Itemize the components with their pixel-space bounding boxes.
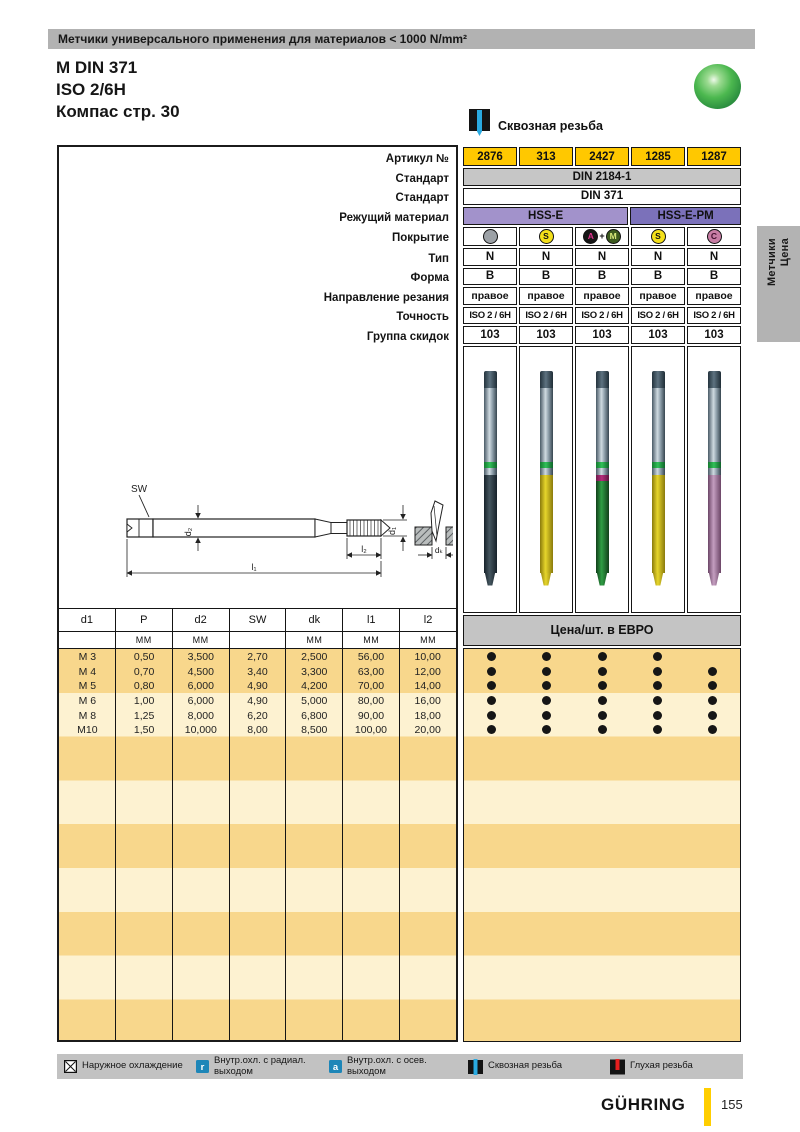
internal-cooling-axial-icon (329, 1060, 342, 1073)
dimension-value: 63,00 (357, 665, 385, 678)
dimension-value: 1,00 (133, 695, 155, 708)
cutting-material-cell: HSS-E-PM (630, 207, 741, 225)
tap-photo-cell (519, 346, 573, 613)
dimension-header: SW (230, 609, 287, 631)
standard-value: DIN 2184-1 (463, 168, 741, 186)
form-value: B (631, 268, 685, 286)
attribute-label: Режущий материал (339, 211, 449, 224)
dimension-value: 16,00 (414, 695, 441, 708)
tap-flutes (708, 475, 721, 573)
availability-dot (487, 725, 496, 734)
availability-dot (598, 696, 607, 705)
availability-dot (653, 711, 662, 720)
footer-accent-bar (704, 1088, 711, 1126)
availability-cell (574, 664, 629, 679)
legend-label (488, 1061, 562, 1071)
dimension-value: 10,000 (184, 724, 217, 737)
tap-flutes (484, 475, 497, 573)
availability-cell (630, 708, 685, 723)
attribute-label: Стандарт (395, 172, 449, 185)
tap-tip (652, 573, 665, 586)
precision-value: ISO 2 / 6H (463, 307, 517, 325)
availability-dot (487, 667, 496, 676)
tap-flutes (596, 481, 609, 573)
dimension-value: 2,500 (301, 651, 328, 664)
dimension-value: 4,500 (187, 665, 214, 678)
discount-value: 103 (631, 326, 685, 344)
legend-label (347, 1056, 427, 1077)
dimension-row (59, 708, 456, 723)
dimension-value: 1,25 (133, 709, 155, 722)
dimension-value: 3,500 (187, 651, 214, 664)
availability-cell (630, 664, 685, 679)
availability-cell (685, 679, 740, 694)
tap-tip (708, 573, 721, 586)
tap-head (708, 371, 721, 388)
coating-icon: M (606, 229, 621, 244)
side-tab-section (757, 226, 800, 342)
coating-cell (687, 227, 741, 247)
dimension-value: 2,70 (247, 651, 268, 664)
blind-thread-icon (610, 1059, 625, 1075)
form-value: B (519, 268, 573, 286)
form-value: B (463, 268, 517, 286)
green-sphere-image (694, 64, 741, 109)
type-value: N (575, 248, 629, 266)
tap-image (540, 371, 553, 586)
internal-cooling-radial-icon (196, 1060, 209, 1073)
dimension-value: 0,50 (133, 651, 155, 664)
availability-dot (653, 725, 662, 734)
availability-dot (487, 681, 496, 690)
discount-value: 103 (463, 326, 517, 344)
availability-row (464, 693, 740, 708)
discount-value: 103 (575, 326, 629, 344)
direction-value: правое (519, 287, 573, 305)
availability-cell (519, 708, 574, 723)
availability-cell (574, 722, 629, 737)
attribute-label: Тип (428, 252, 449, 265)
article-number: 1287 (687, 147, 741, 166)
side-tab-line-2: Цена (779, 238, 791, 267)
tap-head (652, 371, 665, 388)
legend-item (468, 1054, 562, 1079)
precision-value: ISO 2 / 6H (631, 307, 685, 325)
availability-row (464, 650, 740, 665)
article-number: 313 (519, 147, 573, 166)
coating-icon: A (583, 229, 598, 244)
availability-cell (574, 693, 629, 708)
dimension-value: 70,00 (357, 680, 385, 693)
external-cooling-icon (64, 1060, 77, 1073)
standard-value: DIN 371 (463, 188, 741, 206)
tap-shank-lower (484, 468, 497, 475)
attribute-label: Группа скидок (366, 330, 449, 343)
dimension-value: 20,00 (414, 724, 441, 737)
availability-row (464, 708, 740, 723)
availability-cell (519, 664, 574, 679)
attribute-labels-column (59, 149, 456, 346)
price-header: Цена/шт. в ЕВРО (463, 615, 741, 646)
discount-value: 103 (687, 326, 741, 344)
availability-cell (519, 693, 574, 708)
tap-photo-cell (575, 346, 629, 613)
availability-dot (542, 696, 551, 705)
coating-cell (631, 227, 685, 247)
dimension-row (59, 723, 456, 738)
attribute-label: Форма (410, 272, 449, 285)
dimension-value: 10,00 (414, 651, 441, 664)
availability-cell (685, 722, 740, 737)
tap-flutes (540, 475, 553, 573)
form-value: B (687, 268, 741, 286)
tap-head (596, 371, 609, 388)
dimension-value: M 5 (78, 680, 97, 693)
technical-drawing (65, 475, 453, 606)
dimension-row (59, 679, 456, 694)
tap-shank-lower (652, 468, 665, 475)
dimension-value: 12,00 (414, 665, 441, 678)
drawing-label-sw: SW (131, 484, 148, 495)
page-number: 155 (721, 1097, 743, 1112)
dimensions-table (59, 608, 456, 1040)
dimension-header: d2 (173, 609, 230, 631)
article-number: 1285 (631, 147, 685, 166)
availability-dot (598, 667, 607, 676)
form-row (463, 268, 741, 286)
precision-value: ISO 2 / 6H (519, 307, 573, 325)
through-thread-icon (468, 1059, 483, 1075)
availability-dot (487, 652, 496, 661)
availability-dot (653, 667, 662, 676)
direction-value: правое (575, 287, 629, 305)
dimension-value: 8,000 (187, 709, 214, 722)
discount-row (463, 326, 741, 344)
dimension-header: l1 (343, 609, 400, 631)
dimension-value: 0,80 (133, 680, 155, 693)
dimension-value: 56,00 (357, 651, 385, 664)
legend-item (196, 1054, 306, 1079)
coating-cell (463, 227, 517, 247)
type-row (463, 248, 741, 266)
attribute-label: Точность (396, 311, 449, 324)
tap-shank-lower (540, 468, 553, 475)
dimension-value: 6,800 (301, 709, 328, 722)
type-value: N (687, 248, 741, 266)
availability-dot (653, 652, 662, 661)
coating-icon: S (651, 229, 666, 244)
tap-tip (540, 573, 553, 586)
availability-cell (464, 693, 519, 708)
dimension-header: dk (286, 609, 343, 631)
tap-shank-lower (596, 468, 609, 475)
attribute-label: Артикул № (385, 152, 449, 165)
availability-cell (519, 650, 574, 665)
title-line-1: M DIN 371 (56, 58, 138, 77)
tap-photo-cell (463, 346, 517, 613)
svg-text:a: a (332, 1062, 339, 1073)
legend-item (329, 1054, 427, 1079)
dimension-value: 8,00 (247, 724, 268, 737)
availability-cell (574, 708, 629, 723)
availability-cell (519, 722, 574, 737)
specification-panel (57, 145, 458, 1042)
dimensions-units-row (59, 632, 456, 649)
legend-label-line: выходом (347, 1065, 386, 1077)
article-number: 2876 (463, 147, 517, 166)
legend-label-line: выходом (214, 1065, 253, 1077)
tap-image (596, 371, 609, 586)
attribute-label: Направление резания (323, 291, 449, 304)
dimension-row (59, 665, 456, 680)
type-value: N (463, 248, 517, 266)
tap-photo-cell (687, 346, 741, 613)
availability-dot (653, 681, 662, 690)
type-value: N (631, 248, 685, 266)
dimension-value: 8,500 (301, 724, 328, 737)
legend-label-line: Внутр.охл. с осев. (347, 1055, 427, 1067)
dimension-value: 4,200 (301, 680, 328, 693)
drawing-label-d2: d₂ (183, 527, 193, 537)
legend-label-line: Наружное охлаждение (82, 1060, 183, 1072)
availability-cell (519, 679, 574, 694)
discount-value: 103 (519, 326, 573, 344)
dimension-value: 6,20 (247, 709, 268, 722)
dimension-value: 5,000 (301, 695, 328, 708)
direction-row (463, 287, 741, 305)
tap-head (484, 371, 497, 388)
precision-value: ISO 2 / 6H (575, 307, 629, 325)
availability-cell (630, 650, 685, 665)
thread-type-header (469, 108, 603, 136)
dimension-unit (59, 632, 116, 648)
side-tab-line-1: Метчики (766, 238, 778, 287)
availability-cell (630, 679, 685, 694)
dimension-value: M 8 (78, 709, 97, 722)
availability-cell (464, 650, 519, 665)
availability-cell (464, 708, 519, 723)
title-line-3: Компас стр. 30 (56, 102, 180, 121)
direction-value: правое (687, 287, 741, 305)
attribute-label: Покрытие (392, 232, 449, 245)
tap-shank (484, 388, 497, 462)
availability-dot (598, 725, 607, 734)
availability-dot (708, 725, 717, 734)
availability-cell (630, 722, 685, 737)
availability-cell (574, 650, 629, 665)
availability-row (464, 664, 740, 679)
legend-label (630, 1061, 693, 1071)
legend-item (64, 1054, 183, 1079)
article-row (463, 147, 741, 166)
legend-label-line: Глухая резьба (630, 1060, 693, 1072)
dimension-unit: ММ (343, 632, 400, 648)
availability-cell (464, 664, 519, 679)
dimension-value: 1,50 (133, 724, 155, 737)
dimension-value: M10 (77, 724, 98, 737)
availability-cell (464, 679, 519, 694)
dimension-row (59, 650, 456, 665)
direction-value: правое (463, 287, 517, 305)
availability-dot (708, 667, 717, 676)
dimensions-header-row (59, 609, 456, 632)
dimension-value: 80,00 (357, 695, 385, 708)
availability-dot (708, 696, 717, 705)
dimension-value: 14,00 (414, 680, 441, 693)
availability-dot (708, 681, 717, 690)
availability-dot (542, 667, 551, 676)
tap-shank (652, 388, 665, 462)
title-line-2: ISO 2/6H (56, 80, 126, 99)
availability-dot (708, 711, 717, 720)
through-thread-icon (469, 108, 490, 136)
availability-dot (598, 652, 607, 661)
photo-row (463, 346, 741, 613)
dimension-unit: ММ (173, 632, 230, 648)
availability-cell (630, 693, 685, 708)
availability-dot (542, 725, 551, 734)
dimension-value: 18,00 (414, 709, 441, 722)
coating-icon: C (707, 229, 722, 244)
coating-row (463, 227, 741, 247)
tap-photo-cell (631, 346, 685, 613)
legend-label (214, 1056, 306, 1077)
page-title-block (56, 57, 180, 123)
standard-row-2 (463, 188, 741, 206)
availability-dot (598, 711, 607, 720)
availability-row (464, 722, 740, 737)
dimension-value: M 3 (78, 651, 97, 664)
availability-dot (487, 711, 496, 720)
cutting-material-cell: HSS-E (463, 207, 628, 225)
legend-item (610, 1054, 693, 1079)
dimension-value: 6,000 (187, 680, 214, 693)
price-availability-area (463, 648, 741, 1043)
availability-row (464, 679, 740, 694)
legend-label-line: Сквозная резьба (488, 1060, 562, 1072)
dimensions-body (59, 649, 456, 1040)
drawing-label-d1: d₁ (387, 526, 397, 536)
dimension-unit: ММ (116, 632, 173, 648)
form-value: B (575, 268, 629, 286)
dimension-unit: ММ (286, 632, 343, 648)
drawing-label-dk: dₖ (434, 545, 444, 555)
precision-value: ISO 2 / 6H (687, 307, 741, 325)
dimension-header: P (116, 609, 173, 631)
coating-cell (519, 227, 573, 247)
dimension-value: 100,00 (354, 724, 388, 737)
dimension-unit: ММ (420, 635, 437, 645)
legend-label (82, 1061, 183, 1071)
availability-cell (685, 650, 740, 665)
plus-sign: + (599, 231, 605, 242)
dimension-value: 0,70 (133, 665, 155, 678)
dimension-unit (230, 632, 287, 648)
brand-logo: GÜHRING (601, 1095, 686, 1114)
availability-cell (685, 664, 740, 679)
dimension-header: l2 (423, 614, 433, 626)
precision-row (463, 307, 741, 325)
availability-dot (487, 696, 496, 705)
tap-flutes (652, 475, 665, 573)
tap-tip (484, 573, 497, 586)
availability-dot (542, 652, 551, 661)
dimension-value: M 4 (78, 665, 97, 678)
page-header-bar: Метчики универсального применения для материалов < 1000 N/mm² (48, 29, 755, 49)
availability-cell (464, 722, 519, 737)
dimension-value: 6,000 (187, 695, 214, 708)
availability-cell (685, 693, 740, 708)
availability-dot (653, 696, 662, 705)
tap-head (540, 371, 553, 388)
tap-image (484, 371, 497, 586)
legend-label-line: Внутр.охл. с радиал. (214, 1055, 306, 1067)
type-value: N (519, 248, 573, 266)
svg-text:r: r (200, 1062, 205, 1073)
dimension-header: d1 (59, 609, 116, 631)
cutting-material-row (463, 207, 741, 225)
tap-shank-lower (708, 468, 721, 475)
coating-cell (575, 227, 629, 247)
coating-icon: S (539, 229, 554, 244)
tap-shank (540, 388, 553, 462)
product-columns-area (463, 147, 741, 1042)
drawing-label-l1: l₁ (251, 562, 257, 572)
availability-dot (598, 681, 607, 690)
tap-shank (708, 388, 721, 462)
tap-image (708, 371, 721, 586)
availability-cell (574, 679, 629, 694)
dimension-value: 3,40 (247, 665, 268, 678)
availability-cell (685, 708, 740, 723)
dimension-value: M 6 (78, 695, 97, 708)
coating-icon (483, 229, 498, 244)
article-number: 2427 (575, 147, 629, 166)
availability-dot (542, 681, 551, 690)
dimension-value: 4,90 (247, 680, 268, 693)
standard-row-1 (463, 168, 741, 186)
dimension-row (59, 694, 456, 709)
dimension-value: 90,00 (357, 709, 385, 722)
dimension-value: 4,90 (247, 695, 268, 708)
tap-tip (596, 573, 609, 586)
drawing-label-l2: l₂ (361, 544, 367, 554)
tap-image (652, 371, 665, 586)
thread-type-label: Сквозная резьба (498, 119, 603, 133)
legend-bar (57, 1054, 743, 1079)
dimension-value: 3,300 (301, 665, 328, 678)
attribute-label: Стандарт (395, 192, 449, 205)
tap-shank (596, 388, 609, 462)
direction-value: правое (631, 287, 685, 305)
availability-dot (542, 711, 551, 720)
